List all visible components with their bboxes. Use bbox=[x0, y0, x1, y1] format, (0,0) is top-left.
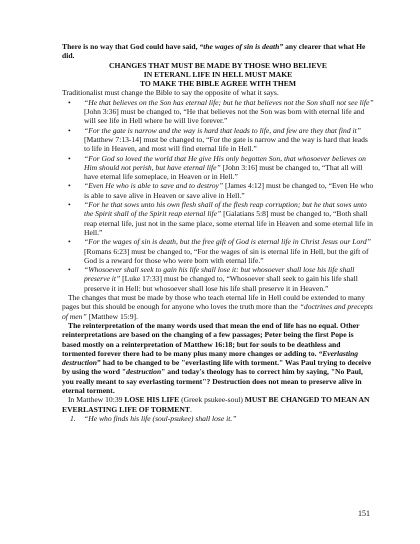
intro-quote: “the wages of sin is death” bbox=[199, 42, 284, 51]
intro-text-end: any clearer that what He did. bbox=[62, 42, 366, 61]
changes-text-end: [Matthew 15:9]. bbox=[86, 311, 138, 321]
bullet-item bbox=[62, 237, 374, 265]
reinterpretation-paragraph bbox=[62, 321, 374, 395]
page-number: 151 bbox=[358, 509, 370, 518]
bullet-rest: [Galatians 5:8] must be changed to, “Both shall reap eternal life, just not in the same place, some eternal life in Heaven and some eternal life in Hell.” bbox=[84, 209, 373, 237]
bullet-item bbox=[62, 200, 374, 237]
section-heading bbox=[62, 61, 374, 89]
item-number: 1. bbox=[70, 413, 76, 423]
bullet-quote: “He that believes on the Son has eternal life; but he that believes not the Son shall not see life” bbox=[84, 97, 374, 107]
bullet-quote: “For God so loved the world that He give His only begotten Son, that whosoever believes on Him should not perish, but have eternal life” bbox=[84, 153, 366, 172]
bullet-quote: “Whosoever shall seek to gain his life shall lose it: but whosoever shall lose his life shall preserve it” bbox=[84, 265, 355, 284]
bullet-quote: “For the gate is narrow and the way is hard that leads to life, and few are they that find it” bbox=[84, 125, 361, 135]
intro-text: There is no way that God could have said, bbox=[62, 42, 200, 51]
matthew-text-end: . bbox=[189, 404, 192, 414]
heading-line-1: CHANGES THAT MUST BE MADE BY THOSE WHO BELIEVE bbox=[109, 60, 327, 70]
bullet-rest: [John 3:36] must be changed to, “He that believes not the Son was born with eternal life and will see life in Hell where he will live forever.” bbox=[84, 107, 365, 126]
matthew-paragraph bbox=[62, 395, 374, 414]
bullet-rest: [Romans 6:23] must be changed to, “For the wages of sin is eternal life in Hell, but the gift of God is a reward for those who were born with eternal life.” bbox=[84, 246, 369, 265]
reinterpretation-text-3: " and today's theology has to correct him by saying, "No Paul, you really meant to say everlasting torment"? Destruction does not mean to preserve alive in eternal torment. bbox=[62, 367, 363, 395]
lead-sentence: Traditionalist must change the Bible to say the opposite of what it says. bbox=[62, 88, 279, 98]
reinterpretation-quote-2: destruction bbox=[126, 367, 162, 377]
bullet-item bbox=[62, 181, 374, 200]
bullet-rest: [John 3:16] must be changed to, “That all will have eternal life someplace, in Heaven or in Hell.” bbox=[84, 162, 363, 182]
bullet-item bbox=[62, 98, 374, 126]
document-page bbox=[62, 42, 374, 423]
reinterpretation-text-2: ” had to be changed to be "everlasting life with torment." Was Paul trying to deceive by using the word " bbox=[62, 358, 372, 377]
changes-text: The changes that must be made by those who teach eternal life in Hell could be extended to many pages but this should be enough for anyone who loves the truth more than the bbox=[62, 293, 365, 312]
reinterpretation-quote: “Everlasting destruction bbox=[62, 348, 359, 368]
heading-line-2: IN ETERANL LIFE IN HELL MUST MAKE bbox=[143, 69, 293, 79]
heading-line-3: TO MAKE THE BIBLE AGREE WITH THEM bbox=[140, 79, 296, 89]
bullet-list bbox=[62, 98, 374, 293]
bullet-quote: “Even He who is able to save and to destroy” bbox=[84, 181, 224, 191]
intro-paragraph bbox=[62, 42, 374, 61]
bullet-rest: [James 4:12] must be changed to, “Even He who is able to save alive in Heaven or save alive in Hell.” bbox=[84, 181, 374, 200]
matthew-text-2: (Greek psukee-soul) bbox=[179, 395, 245, 405]
bullet-item bbox=[62, 265, 374, 293]
matthew-bold-2: MUST BE CHANGED TO MEAN AN EVERLASTING LIFE OF TORMENT bbox=[62, 395, 370, 414]
bullet-rest: [Luke 17:33] must be changed to, “Whosoever shall seek to gain his life shall preserve it in Hell: but whosoever shall lose his life shall preserve it in Heaven.” bbox=[84, 274, 358, 293]
bullet-item bbox=[62, 126, 374, 154]
bullet-quote: “For he that sows unto his own flesh shall of the flesh reap corruption; but he that sows unto the Spirit shall of the Spirit reap eternal life” bbox=[84, 200, 367, 219]
reinterpretation-text: The reinterpretation of the many words used that mean the end of life has no equal. Other reinterpretations are based on the changing of a few passages; Peter being the first Pope is based mostly on a reinterpretation of Matthew 16:18; but for souls to be deathless and tormented forever there had to be many plus many more changes or adding to. bbox=[62, 320, 360, 358]
item-text: “He who finds his life (soul-psukee) shall lose it.” bbox=[84, 413, 237, 423]
matthew-bold: LOSE HIS LIFE bbox=[124, 395, 180, 405]
bullet-rest: [Matthew 7:13-14] must be changed to, “For the gate is narrow and the way is hard that leads to life in Heaven, and most will find eternal life in Hell.” bbox=[84, 134, 368, 154]
matthew-text: In Matthew 10:39 bbox=[68, 395, 125, 405]
changes-paragraph bbox=[62, 293, 374, 321]
numbered-item bbox=[62, 414, 374, 423]
bullet-quote: “For the wages of sin is death, but the free gift of God is eternal life in Christ Jesus our Lord” bbox=[84, 237, 371, 247]
changes-quote: “doctrines and precepts of men” bbox=[62, 302, 373, 321]
bullet-item bbox=[62, 154, 374, 182]
numbered-list bbox=[62, 414, 374, 423]
